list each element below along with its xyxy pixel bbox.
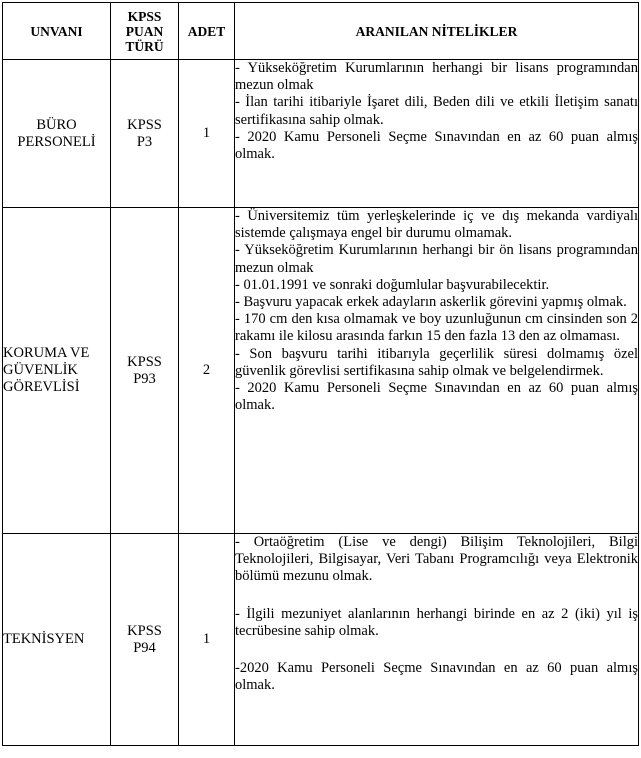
unvan-line: BÜRO: [36, 116, 77, 133]
kpss-line: KPSS: [127, 353, 162, 370]
kpss-line: P94: [133, 639, 156, 656]
header-aranilan-nitelikler: ARANILAN NİTELİKLER: [235, 3, 639, 60]
kpss-line: P93: [133, 370, 156, 387]
table-row: [3, 60, 639, 208]
requirement-item: - 01.01.1991 ve sonraki doğumlular başvurabilecektir.: [235, 276, 550, 293]
kpss-cell: [111, 60, 179, 208]
header-adet: ADET: [179, 3, 235, 60]
kpss-cell: [111, 208, 179, 534]
requirement-item: - 170 cm den kısa olmamak ve boy uzunluğunun cm cinsinden son 2 rakamı ile kilosu arasında farkın 15 den fazla 13 den az olmaması.: [235, 311, 638, 345]
unvan-line: GÜVENLİK: [3, 362, 78, 378]
unvan-cell: [3, 60, 111, 208]
header-unvani: UNVANI: [3, 3, 111, 60]
header-row: [3, 3, 639, 60]
adet-cell: 1: [179, 534, 235, 746]
kpss-line: P3: [136, 133, 153, 150]
kpss-cell: [111, 534, 179, 746]
adet-cell: 2: [179, 208, 235, 534]
requirement-item: - Üniversitemiz tüm yerleşkelerinde iç ve dış mekanda vardiyalı sistemde çalışmaya engel bir durumu olmamak.: [235, 208, 638, 242]
requirements-cell: [235, 60, 639, 208]
requirement-item: - İlan tarihi itibariyle İşaret dili, Beden dili ve etkili İletişim sanatı sertifikasına sahip olmak.: [235, 94, 638, 128]
requirement-item: -2020 Kamu Personeli Seçme Sınavından en az 60 puan almış olmak.: [235, 660, 638, 694]
requirements-cell: [235, 208, 639, 534]
job-requirements-table: [2, 2, 639, 746]
requirement-item: - 2020 Kamu Personeli Seçme Sınavından en az 60 puan almış olmak.: [235, 128, 638, 163]
table-row: [3, 208, 639, 534]
requirement-item: - Başvuru yapacak erkek adayların askerlik görevini yapmış olmak.: [235, 294, 627, 311]
requirement-item: - İlgili mezuniyet alanlarının herhangi birinde en az 2 (iki) yıl iş tecrübesine sahip olmak.: [235, 605, 638, 639]
unvan-line: GÖREVLİSİ: [3, 379, 80, 395]
unvan-cell: TEKNİSYEN: [3, 534, 111, 746]
requirement-item: - Ortaöğretim (Lise ve dengi) Bilişim Teknolojileri, Bilgi Teknolojileri, Bilgisayar, Veri Tabanı Programcılığı veya Elektronik bölümü mezunu olmak.: [235, 534, 638, 585]
kpss-line: KPSS: [127, 116, 162, 133]
requirements-cell: [235, 534, 639, 746]
header-kpss-line: TÜRÜ: [125, 38, 164, 54]
requirement-item: - Yükseköğretim Kurumlarının herhangi bir lisans programından mezun olmak: [235, 60, 638, 94]
header-kpss-puan-turu: [111, 3, 179, 60]
unvan-line: PERSONELİ: [17, 133, 96, 150]
adet-cell: 1: [179, 60, 235, 208]
table-row: [3, 534, 639, 746]
unvan-line: KORUMA VE: [3, 345, 90, 361]
unvan-cell: [3, 208, 111, 534]
requirement-item: - Yükseköğretim Kurumlarının herhangi bir ön lisans programından mezun olmak: [235, 242, 638, 276]
requirement-item: - 2020 Kamu Personeli Seçme Sınavından en az 60 puan almış olmak.: [235, 380, 638, 414]
header-kpss-line: PUAN: [125, 23, 164, 39]
header-kpss-line: KPSS: [127, 8, 162, 24]
requirement-item: - Son başvuru tarihi itibarıyla geçerlilik süresi dolmamış özel güvenlik görevlisi sertifikasına sahip olmak ve belgelendirmek.: [235, 345, 638, 379]
kpss-line: KPSS: [127, 622, 162, 639]
